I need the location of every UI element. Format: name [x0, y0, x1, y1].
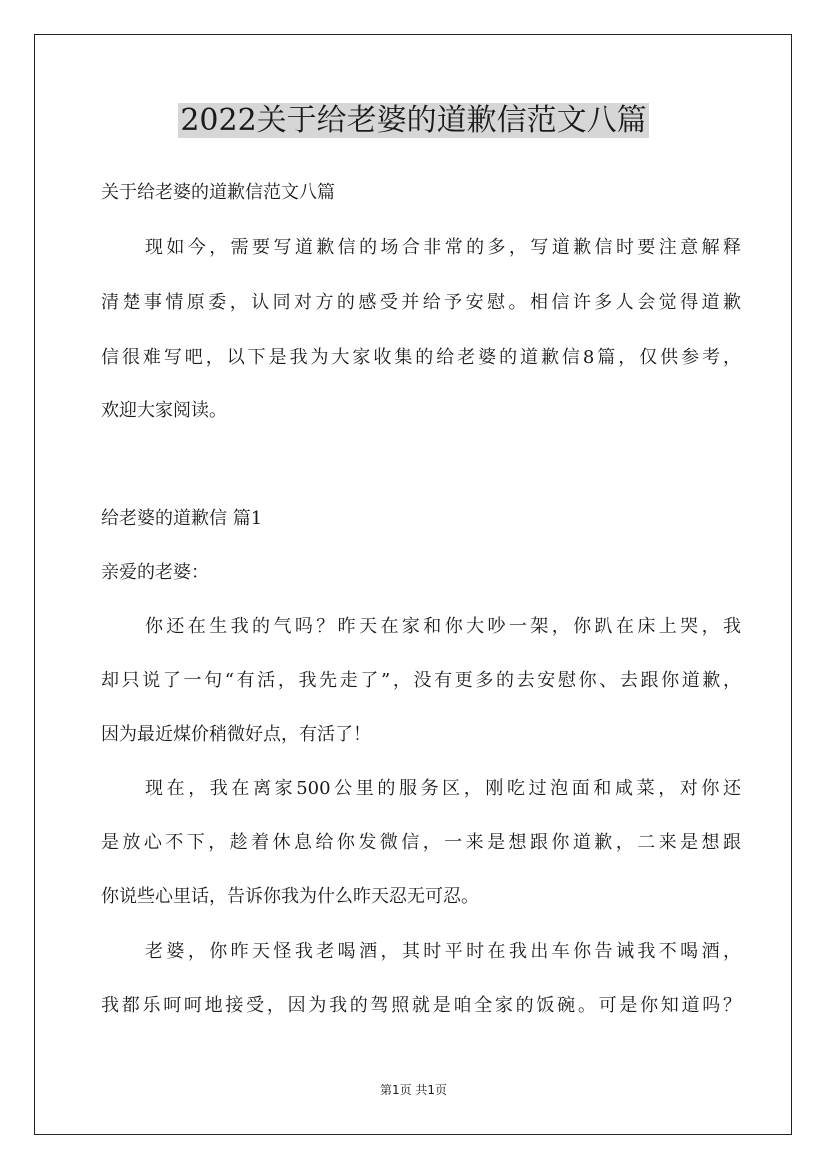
section-heading-1: 给老婆的道歉信 篇1: [101, 508, 263, 529]
intro-line-4: 欢迎大家阅读。: [101, 400, 227, 421]
body-line-2: 却只说了一句“有活，我先走了”，没有更多的去安慰你、去跟你道歉，: [101, 670, 741, 691]
body-line-7: 老婆，你昨天怪我老喝酒，其时平时在我出车你告诫我不喝酒，: [145, 941, 741, 962]
body-line-1: 你还在生我的气吗？昨天在家和你大吵一架，你趴在床上哭，我: [145, 616, 741, 637]
body-line-5: 是放心不下，趁着休息给你发微信，一来是想跟你道歉，二来是想跟: [101, 832, 741, 853]
page-footer: 第1页 共1页: [379, 1083, 448, 1097]
salutation: 亲爱的老婆：: [101, 562, 209, 583]
intro-line-3: 信很难写吧，以下是我为大家收集的给老婆的道歉信8篇，仅供参考，: [101, 347, 741, 368]
body-line-8: 我都乐呵呵地接受，因为我的驾照就是咱全家的饭碗。可是你知道吗？: [101, 995, 741, 1016]
subtitle-line: 关于给老婆的道歉信范文八篇: [101, 182, 335, 203]
body-line-6: 你说些心里话，告诉你我为什么昨天忍无可忍。: [101, 886, 479, 907]
document-title: [0, 101, 827, 141]
intro-line-1: 现如今，需要写道歉信的场合非常的多，写道歉信时要注意解释: [145, 237, 741, 258]
intro-line-2: 清楚事情原委，认同对方的感受并给予安慰。相信许多人会觉得道歉: [101, 292, 741, 313]
body-line-3: 因为最近煤价稍微好点，有活了！: [101, 724, 371, 745]
body-line-4: 现在，我在离家500公里的服务区，刚吃过泡面和咸菜，对你还: [145, 778, 741, 799]
document-title-text: 2022关于给老婆的道歉信范文八篇: [180, 103, 647, 138]
